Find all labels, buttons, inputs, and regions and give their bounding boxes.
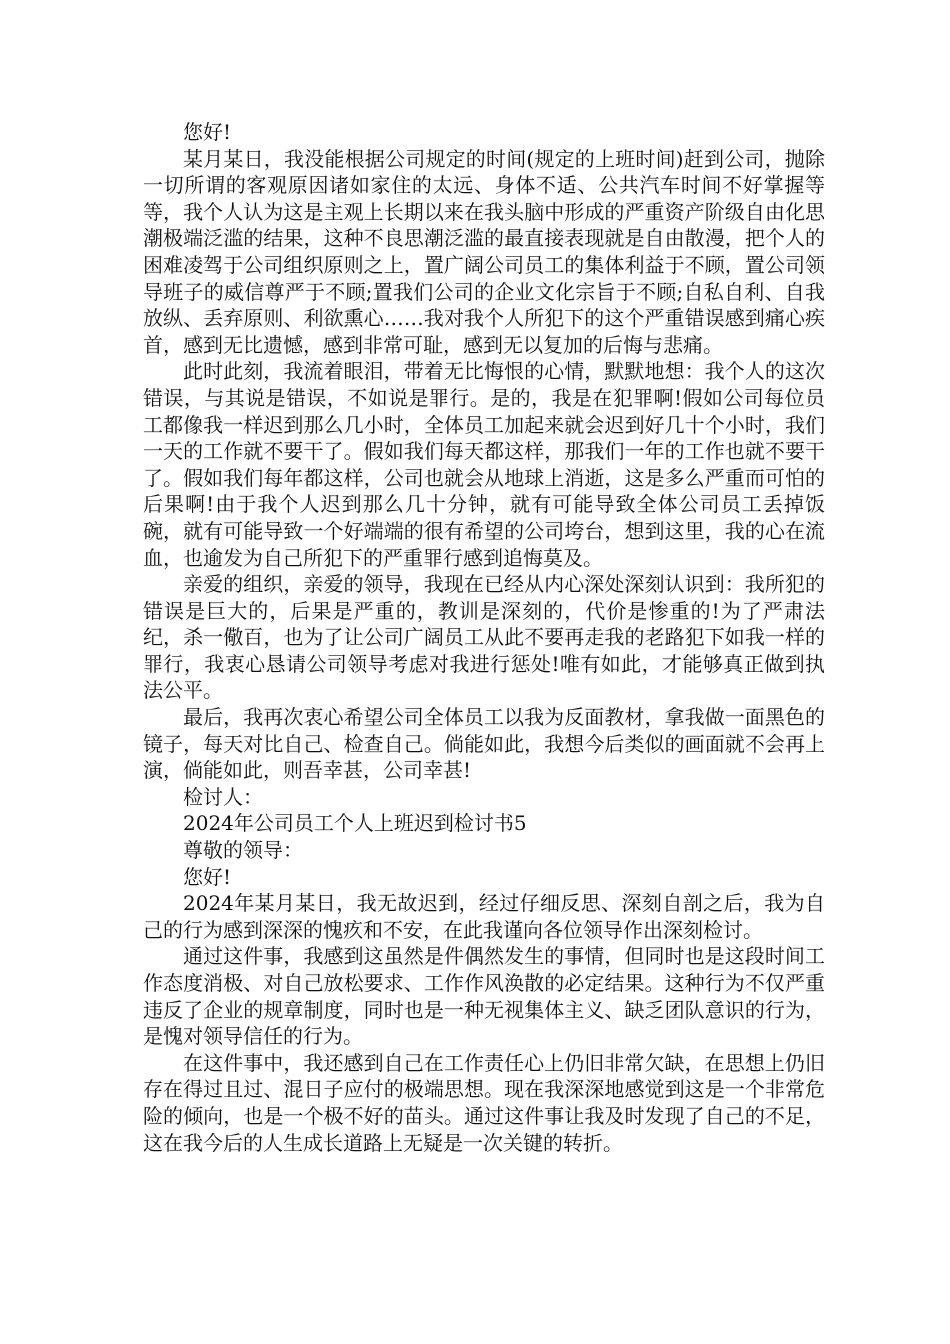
body-paragraph: 2024年某月某日，我无故迟到，经过仔细反思、深刻自剖之后，我为自己的行为感到深深的愧疚和不安，在此我谨向各位领导作出深刻检讨。 [143, 891, 825, 942]
document-body [143, 119, 825, 1156]
body-paragraph: 亲爱的组织，亲爱的领导，我现在已经从内心深处深刻认识到：我所犯的错误是巨大的，后果是严重的，教训是深刻的，代价是惨重的!为了严肃法纪，杀一儆百，也为了让公司广阔员工从此不要再走我的老路犯下如我一样的罪行，我衷心恳请公司领导考虑对我进行惩处!唯有如此，才能够真正做到执法公平。 [143, 572, 825, 703]
greeting: 您好! [183, 864, 232, 889]
body-paragraph: 通过这件事，我感到这虽然是件偶然发生的事情，但同时也是这段时间工作态度消极、对自己放松要求、工作作风涣散的必定结果。这种行为不仅严重违反了企业的规章制度，同时也是一种无视集体主义、缺乏团队意识的行为，是愧对领导信任的行为。 [143, 944, 825, 1049]
signature-label: 检讨人： [183, 784, 263, 809]
body-paragraph: 此时此刻，我流着眼泪，带着无比悔恨的心情，默默地想：我个人的这次错误，与其说是错误，不如说是罪行。是的，我是在犯罪啊!假如公司每位员工都像我一样迟到那么几小时，全体员工加起来就会迟到好几十个小时，我们一天的工作就不要干了。假如我们每天都这样，那我们一年的工作也就不要干了。假如我们每年都这样，公司也就会从地球上消逝，这是多么严重而可怕的后果啊!由于我个人迟到那么几十分钟，就有可能导致全体公司员工丢掉饭碗，就有可能导致一个好端端的很有希望的公司垮台，想到这里，我的心在流血，也逾发为自己所犯下的严重罪行感到追悔莫及。 [143, 359, 825, 570]
body-paragraph: 最后，我再次衷心希望公司全体员工以我为反面教材，拿我做一面黑色的镜子，每天对比自己、检查自己。倘能如此，我想今后类似的画面就不会再上演，倘能如此，则吾幸甚，公司幸甚! [143, 705, 825, 783]
body-paragraph: 某月某日，我没能根据公司规定的时间(规定的上班时间)赶到公司，抛除一切所谓的客观原因诸如家住的太远、身体不适、公共汽车时间不好掌握等等，我个人认为这是主观上长期以来在我头脑中形成的严重资产阶级自由化思潮极端泛滥的结果，这种不良思潮泛滥的最直接表现就是自由散漫，把个人的困难凌驾于公司组织原则之上，置广阔公司员工的集体利益于不顾，置公司领导班子的威信尊严于不顾;置我们公司的企业文化宗旨于不顾;自私自利、自我放纵、丢弃原则、利欲熏心……我对我个人所犯下的这个严重错误感到痛心疾首，感到无比遗憾，感到非常可耻，感到无以复加的后悔与悲痛。 [143, 146, 825, 357]
section-title: 2024年公司员工个人上班迟到检讨书5 [183, 811, 527, 836]
greeting: 您好! [183, 120, 232, 144]
salutation: 尊敬的领导： [183, 838, 303, 863]
body-paragraph: 在这件事中，我还感到自己在工作责任心上仍旧非常欠缺，在思想上仍旧存在得过且过、混日子应付的极端思想。现在我深深地感觉到这是一个非常危险的倾向，也是一个极不好的苗头。通过这件事让我及时发现了自己的不足，这在我今后的人生成长道路上无疑是一次关键的转折。 [143, 1050, 825, 1155]
